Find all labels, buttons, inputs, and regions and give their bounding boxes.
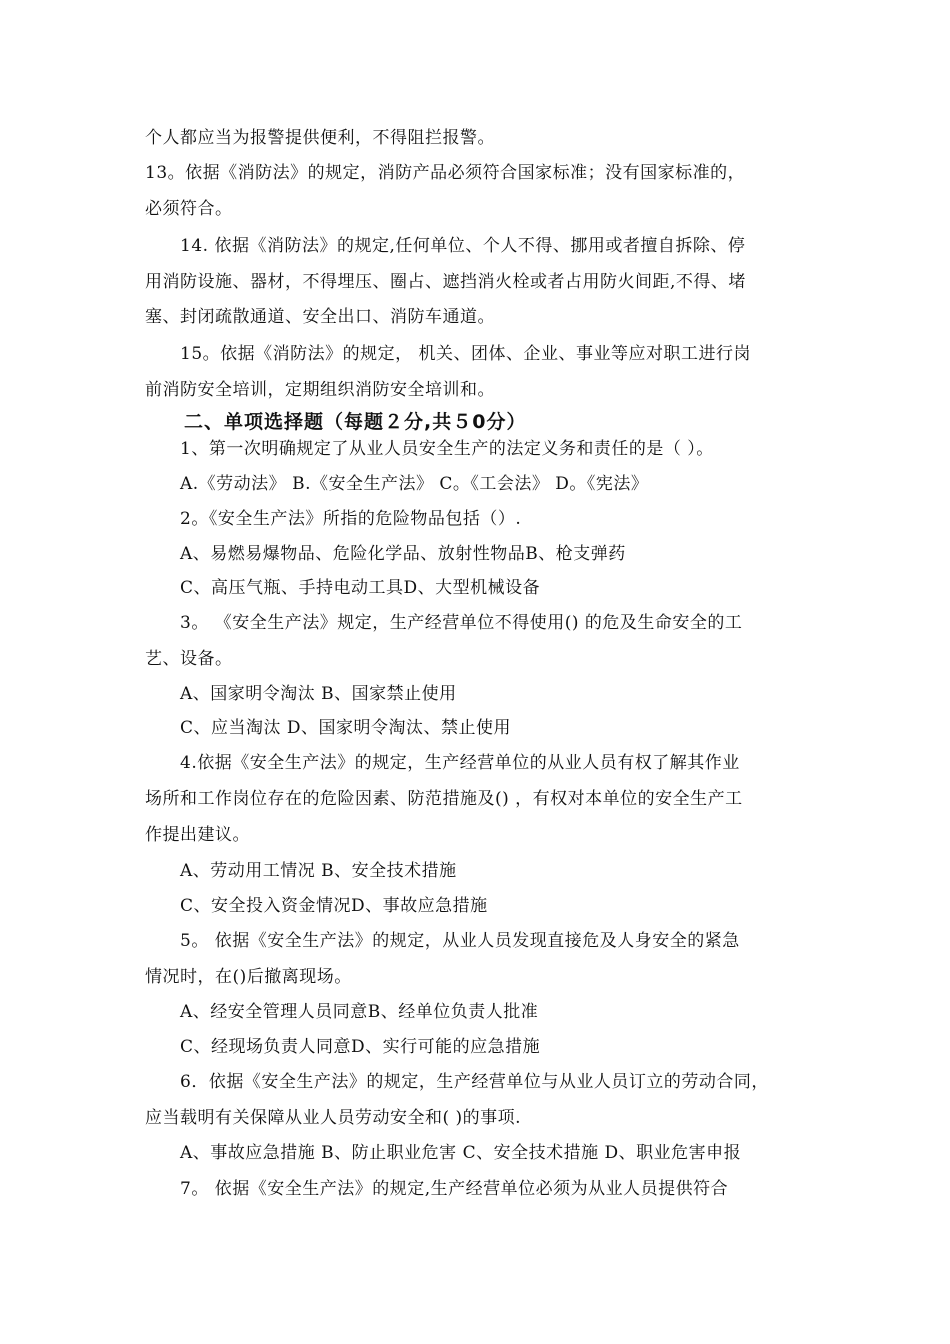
section-title: 二、单项选择题（每题２分,共５0分） [184, 411, 527, 433]
q6-text: 6．依据《安全生产法》的规定，生产经营单位与从业人员订立的劳动合同， [180, 1072, 769, 1092]
q5-options: A、经安全管理人员同意B、经单位负责人批准 [180, 1002, 539, 1022]
q3-options: C、应当淘汰 D、国家明令淘汰、禁止使用 [180, 718, 512, 738]
q2-options: A、易燃易爆物品、危险化学品、放射性物品B、枪支弹药 [180, 544, 626, 564]
q1-options: A.《劳动法》 B.《安全生产法》 C。《工会法》 D。《宪法》 [180, 474, 649, 494]
q6-options: A、事故应急措施 B、防止职业危害 C、安全技术措施 D、职业危害申报 [180, 1143, 742, 1163]
q6-text-cont: 应当载明有关保障从业人员劳动安全和( )的事项. [145, 1108, 522, 1128]
q4-text-cont: 场所和工作岗位存在的危险因素、防范措施及() ，有权对本单位的安全生产工 [145, 789, 743, 809]
q1-text: 1、第一次明确规定了从业人员安全生产的法定义务和责任的是（ ）。 [180, 439, 714, 459]
q14-text-cont: 用消防设施、器材，不得埋压、圈占、遮挡消火栓或者占用防火间距,不得、堵 [145, 272, 746, 292]
q3-options: A、国家明令淘汰 B、国家禁止使用 [180, 684, 457, 704]
q15-text-cont: 前消防安全培训，定期组织消防安全培训和。 [145, 380, 495, 400]
q5-options: C、经现场负责人同意D、实行可能的应急措施 [180, 1037, 541, 1057]
q3-text-cont: 艺、设备。 [145, 649, 233, 669]
q2-text: 2。《安全生产法》所指的危险物品包括（）. [180, 509, 522, 529]
q13-text-cont: 必须符合。 [145, 199, 233, 219]
q14-text-cont: 塞、封闭疏散通道、安全出口、消防车通道。 [145, 307, 495, 327]
q4-text-cont: 作提出建议。 [145, 825, 250, 845]
q4-options: C、安全投入资金情况D、事故应急措施 [180, 896, 488, 916]
q5-text-cont: 情况时，在()后撤离现场。 [145, 967, 352, 987]
q3-text: 3。 《安全生产法》规定，生产经营单位不得使用() 的危及生命安全的工 [180, 613, 743, 633]
q13-text: 13。依据《消防法》的规定，消防产品必须符合国家标准；没有国家标准的， [145, 163, 746, 183]
q4-options: A、劳动用工情况 B、安全技术措施 [180, 861, 457, 881]
q5-text: 5。 依据《安全生产法》的规定，从业人员发现直接危及人身安全的紧急 [180, 931, 740, 951]
q7-text: 7。 依据《安全生产法》的规定,生产经营单位必须为从业人员提供符合 [180, 1179, 729, 1199]
q14-text: 14. 依据《消防法》的规定,任何单位、个人不得、挪用或者擅自拆除、停 [180, 236, 746, 256]
q12-text-tail: 个人都应当为报警提供便利，不得阻拦报警。 [145, 128, 495, 148]
q4-text: 4.依据《安全生产法》的规定，生产经营单位的从业人员有权了解其作业 [180, 753, 740, 773]
q15-text: 15。依据《消防法》的规定， 机关、团体、企业、事业等应对职工进行岗 [180, 344, 752, 364]
q2-options: C、高压气瓶、手持电动工具D、大型机械设备 [180, 578, 541, 598]
